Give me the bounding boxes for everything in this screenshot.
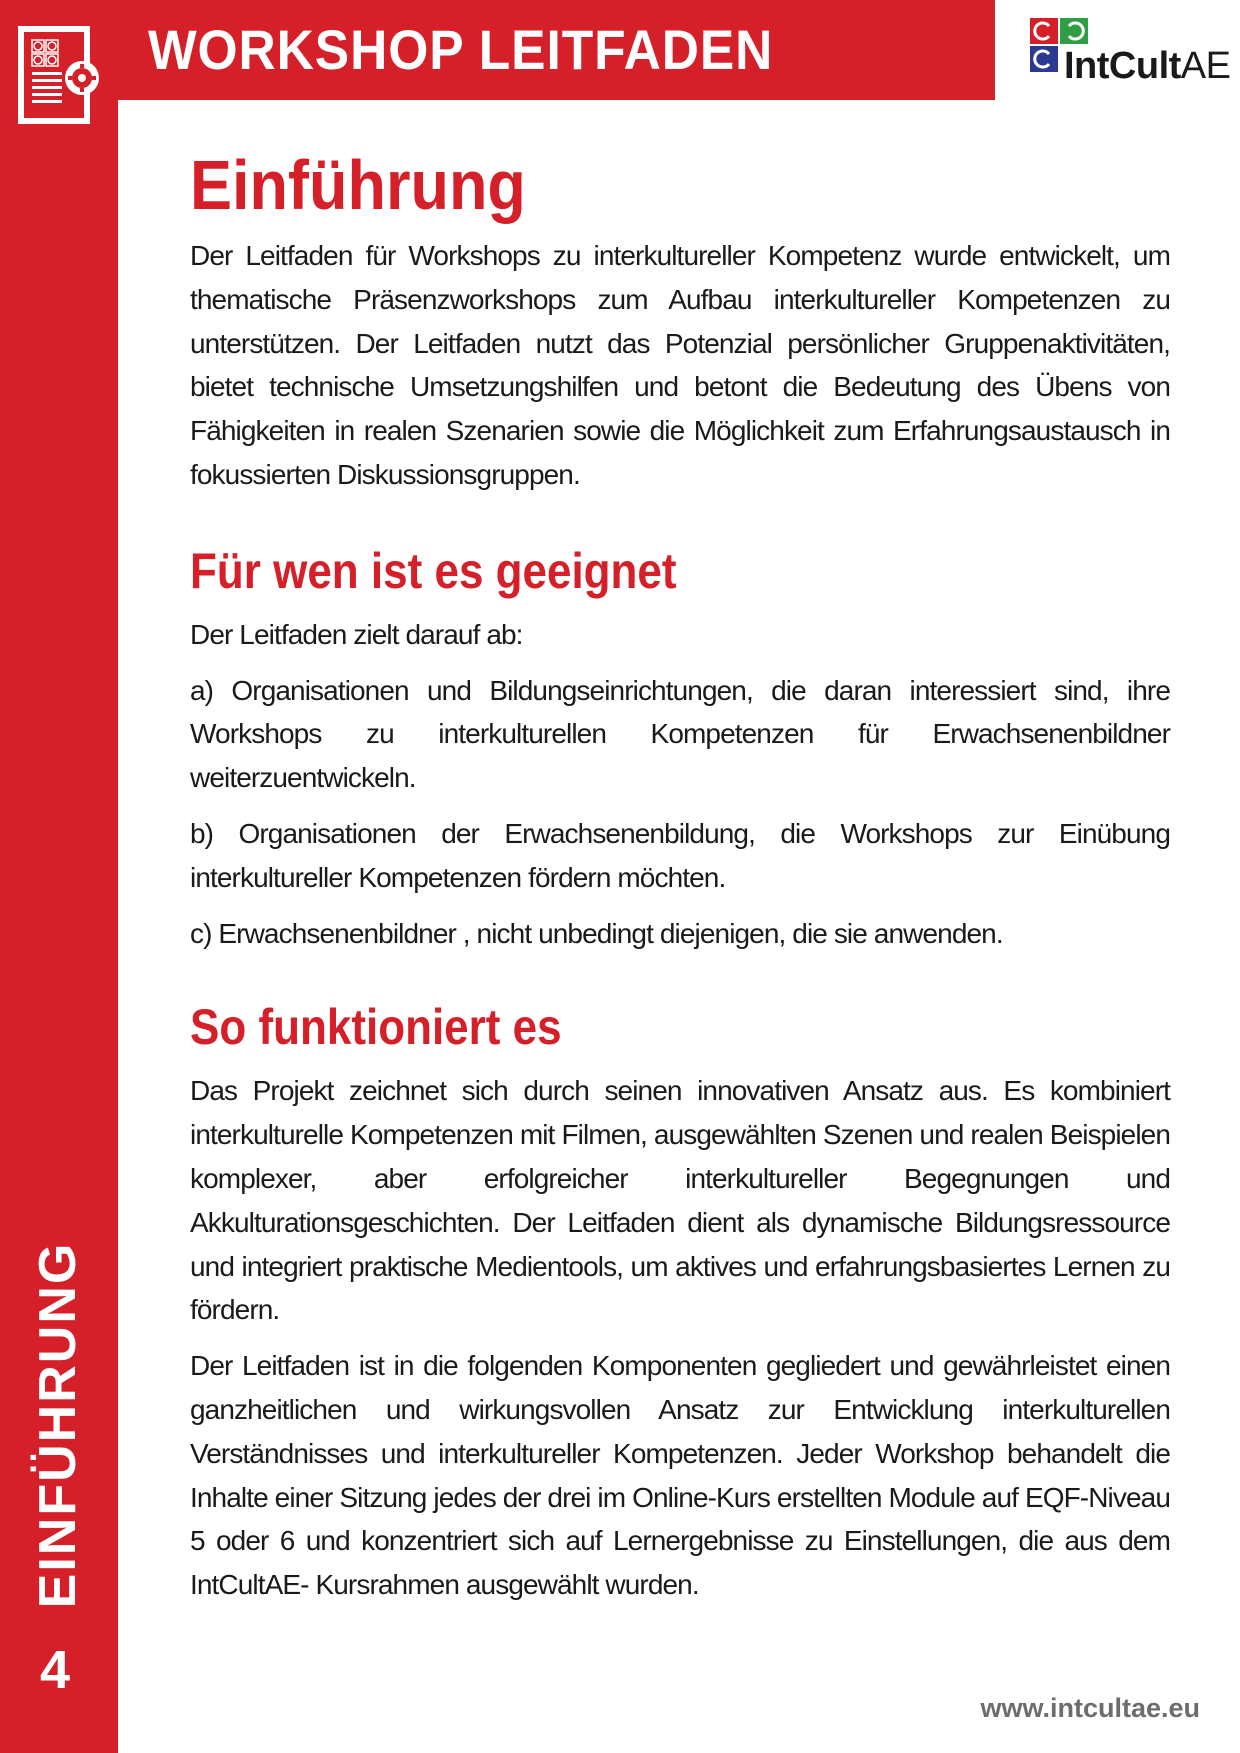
section-heading-how-it-works: So funktioniert es <box>190 999 562 1056</box>
document-title: WORKSHOP LEITFADEN <box>148 18 774 81</box>
workshop-guide-icon <box>18 26 100 128</box>
website-link[interactable]: www.intcultae.eu <box>980 1693 1200 1723</box>
how-it-works-paragraph-1: Das Projekt zeichnet sich durch seinen innovativen Ansatz aus. Es kombiniert interkulturelle Kompetenzen mit Filmen, ausgewählten Szenen und realen Beispielen komplexer, aber erfolgreicher interkultureller Begegnungen und Akkulturationsgeschichten. Der Leitfaden dient als dynamische Bildungsressource und integriert praktische Medientools, um aktives und erfahrungsbasiertes Lernen zu fördern. <box>190 1075 1170 1326</box>
section-heading-target-group: Für wen ist es geeignet <box>190 542 677 599</box>
target-group-item-a: a) Organisationen und Bildungseinrichtungen, die daran interessiert sind, ihre Workshops zu interkulturellen Kompetenzen für Erwachsenenbildner weiterzuentwickeln. <box>190 674 1170 794</box>
how-it-works-paragraph-2: Der Leitfaden ist in die folgenden Komponenten gegliedert und gewährleistet einen ganzheitlichen und wirkungsvollen Ansatz zur Entwicklung interkulturellen Verständnisses und interkultureller Kompetenzen. Jeder Workshop behandelt die Inhalte einer Sitzung jedes der drei im Online-Kurs erstellten Module auf EQF-Niveau 5 oder 6 und konzentriert sich auf Lernergebnisse zu Einstellungen, die aus dem IntCultAE- Kursrahmen ausgewählt wurden. <box>190 1350 1170 1601</box>
intro-paragraph: Der Leitfaden für Workshops zu interkultureller Kompetenz wurde entwickelt, um thematische Präsenzworkshops zum Aufbau interkultureller Kompetenzen zu unterstützen. Der Leitfaden nutzt das Potenzial persönlicher Gruppenaktivitäten, bietet technische Umsetzungshilfen und betont die Bedeutung des Übens von Fähigkeiten in realen Szenarien sowie die Möglichkeit zum Erfahrungsaustausch in fokussierten Diskussionsgruppen. <box>190 240 1170 490</box>
chapter-label: EINFÜHRUNG <box>29 1241 87 1609</box>
target-group-item-c: c) Erwachsenenbildner , nicht unbedingt diejenigen, die sie anwenden. <box>190 917 1003 949</box>
logo-wordmark: IntCultAE <box>1064 45 1231 87</box>
page-number: 4 <box>40 1640 71 1700</box>
main-content <box>190 140 1170 1607</box>
target-group-lead: Der Leitfaden zielt darauf ab: <box>190 618 523 650</box>
page-title: Einführung <box>190 146 526 224</box>
target-group-item-b: b) Organisationen der Erwachsenenbildung, die Workshops zur Einübung interkultureller Kompetenzen fördern möchten. <box>190 817 1170 893</box>
